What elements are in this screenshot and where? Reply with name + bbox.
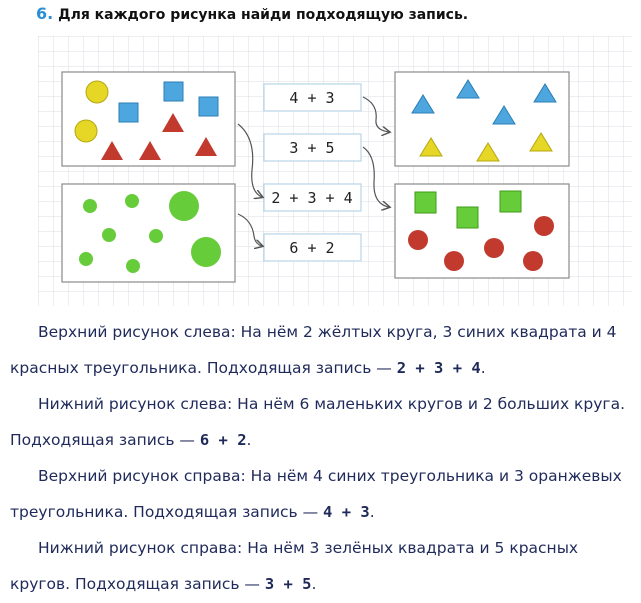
small-green-circle: [149, 229, 163, 243]
red-circle: [484, 238, 504, 258]
picture-top-right: [395, 72, 569, 166]
answer-expression: 4 + 3: [323, 503, 370, 521]
expression-box: [264, 234, 361, 261]
answer-paragraph: Верхний рисунок слева: На нём 2 жёлтых круга, 3 синих квадрата и 4 красных треугольника. Подходящая запись — 2 + 3 + 4.: [10, 323, 617, 377]
blue-square: [119, 103, 138, 122]
small-green-circle: [125, 194, 139, 208]
expression-box: [264, 184, 361, 211]
answer-expression: 3 + 5: [264, 575, 312, 593]
expression-text: 3 + 5: [289, 139, 335, 157]
red-circle: [534, 216, 554, 236]
small-green-circle: [83, 199, 97, 213]
blue-square: [199, 97, 218, 116]
expression-text: 4 + 3: [289, 89, 335, 107]
red-circle: [408, 230, 428, 250]
answer-paragraph: Нижний рисунок слева: На нём 6 маленьких кругов и 2 больших круга. Подходящая запись — 6 + 2.: [10, 395, 625, 449]
expression-text: 2 + 3 + 4: [271, 189, 353, 207]
small-green-circle: [126, 259, 140, 273]
green-square: [415, 192, 436, 213]
small-green-circle: [102, 228, 116, 242]
big-green-circle: [191, 237, 221, 267]
red-circle: [444, 251, 464, 271]
expression-box: [264, 84, 361, 111]
picture-bottom-right: [395, 184, 569, 278]
task-heading: 6. Для каждого рисунка найди подходящую запись.: [36, 4, 469, 23]
yellow-circle: [86, 81, 108, 103]
picture-top-left: [62, 72, 235, 166]
expression-text: 6 + 2: [289, 239, 335, 257]
blue-square: [164, 82, 183, 101]
red-circle: [523, 251, 543, 271]
small-green-circle: [79, 252, 93, 266]
answer-expression: 6 + 2: [199, 431, 247, 449]
big-green-circle: [169, 191, 199, 221]
task-number: 6: [36, 4, 48, 23]
picture-bottom-left: [62, 184, 235, 282]
task-title: Для каждого рисунка найди подходящую запись.: [58, 7, 469, 23]
green-square: [500, 191, 521, 212]
expression-box: [264, 134, 361, 161]
answer-paragraph: Верхний рисунок справа: На нём 4 синих треугольника и 3 оранжевых треугольника. Подходящая запись — 4 + 3.: [10, 467, 622, 521]
answer-expression: 2 + 3 + 4: [396, 359, 481, 377]
green-square: [457, 207, 478, 228]
answer-paragraph: Нижний рисунок справа: На нём 3 зелёных квадрата и 5 красных кругов. Подходящая запись — 3 + 5.: [10, 539, 579, 593]
yellow-circle: [75, 120, 97, 142]
